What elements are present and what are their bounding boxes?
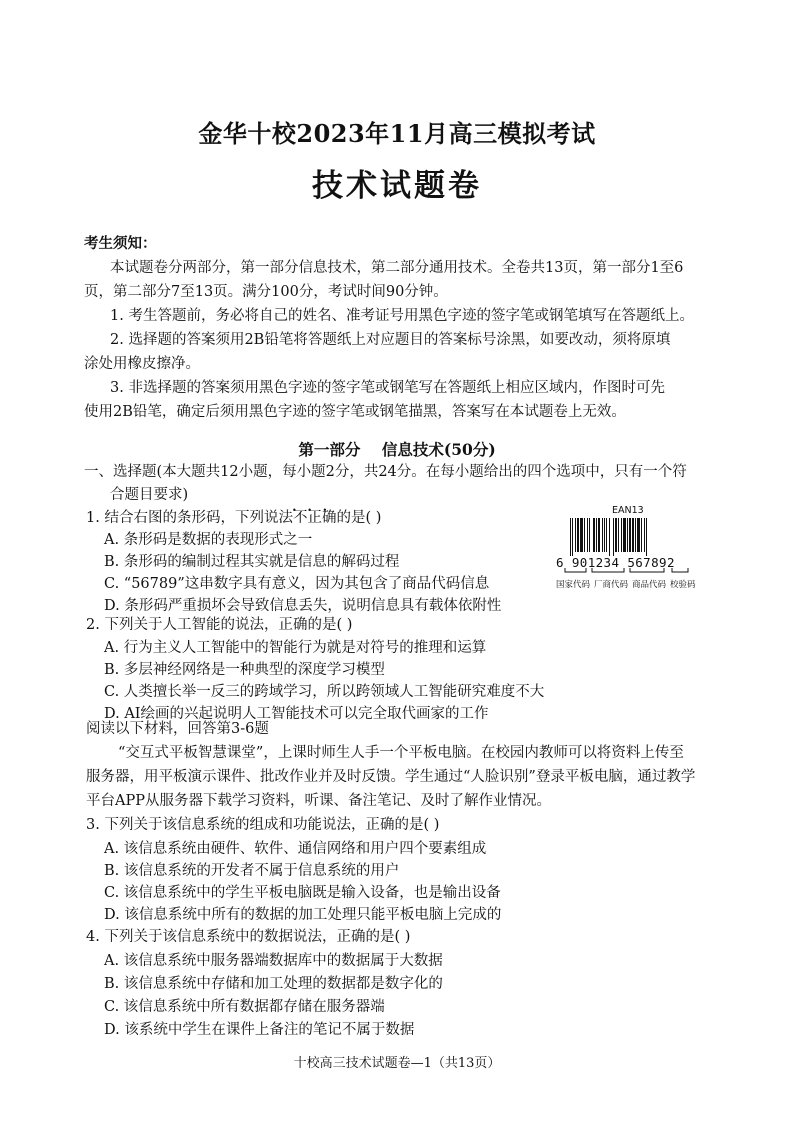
question-1-stem-post: 的是( ): [336, 510, 382, 526]
question-2-stem: 2. 下列关于人工智能的说法，正确的是( ): [86, 617, 353, 633]
barcode-bar: [606, 518, 607, 552]
barcode-bar: [621, 518, 622, 552]
barcode-bar: [587, 518, 588, 552]
material-intro: 阅读以下材料，回答第3-6题: [86, 721, 269, 737]
exam-subtitle: 技术试题卷: [312, 168, 482, 204]
barcode-bar: [623, 518, 626, 552]
question-1-option-b: B. 条形码的编制过程其实就是信息的解码过程: [104, 554, 400, 570]
question-2-option-b: B. 多层神经网络是一种典型的深度学习模型: [104, 662, 385, 678]
material-para-line3: 平台APP从服务器下载学习资料，听课、备注笔记、及时了解作业情况。: [86, 793, 551, 809]
notice-item-2-line1: 2. 选择题的答案须用2B铅笔将答题纸上对应题目的答案标号涂黑，如要改动，须将原填: [110, 332, 671, 348]
notice-item-3-line2: 使用2B铅笔，确定后须用黑色字迹的签字笔或钢笔描黑，答案写在本试题卷上无效。: [84, 404, 626, 420]
question-4-option-a: A. 该信息系统中服务器端数据库中的数据属于大数据: [104, 953, 443, 969]
barcode-bar: [584, 518, 585, 552]
barcode-bar: [627, 518, 628, 552]
question-1-emphasis: 不正确 • • •: [293, 510, 337, 526]
question-1-stem-pre: 1. 结合右图的条形码，下列说法: [86, 510, 293, 526]
barcode-bar: [604, 518, 605, 552]
barcode-bar: [618, 518, 619, 552]
barcode-bar: [637, 518, 640, 552]
question-4-option-c: C. 该信息系统中所有数据都存储在服务器端: [104, 999, 385, 1015]
notice-intro-line2: 页，第二部分7至13页。满分100分，考试时间90分钟。: [84, 284, 448, 300]
question-2-option-c: C. 人类擅长举一反三的跨域学习，所以跨领域人工智能研究难度不大: [104, 684, 545, 700]
question-4-option-b: B. 该信息系统中存储和加工处理的数据都是数字化的: [104, 976, 443, 992]
barcode-digits: 6 901234 567892: [556, 555, 675, 570]
barcode-bar: [644, 518, 645, 552]
material-para-line1: “交互式平板智慧课堂”，上课时师生人手一个平板电脑。在校园内教师可以将资料上传至: [118, 745, 684, 761]
page-footer: 十校高三技术试题卷—1（共13页）: [293, 1056, 501, 1071]
barcode-bar: [609, 518, 610, 556]
question-2-option-d: D. AI绘画的兴起说明人工智能技术可以完全取代画家的工作: [104, 706, 489, 722]
barcode-bar: [632, 518, 634, 552]
question-2-option-a: A. 行为主义人工智能中的智能行为就是对符号的推理和运算: [104, 640, 487, 656]
barcode-bar: [598, 518, 600, 552]
barcode-bar: [596, 518, 597, 552]
question-3-option-c: C. 该信息系统中的学生平板电脑既是输入设备，也是输出设备: [104, 885, 501, 901]
question-1-stem: [86, 509, 381, 527]
barcode-caption-country: 国家代码: [556, 580, 591, 590]
ean13-barcode-figure: [556, 505, 696, 591]
barcode-bar: [570, 518, 571, 556]
barcode-caption-maker: 厂商代码: [594, 580, 629, 590]
barcode-bars: [570, 518, 686, 556]
barcode-caption-product: 商品代码: [632, 580, 667, 590]
barcode-bar: [575, 518, 576, 552]
question-4-stem: 4. 下列关于该信息系统中的数据说法，正确的是( ): [86, 929, 411, 945]
section-instructions-line2: 合题目要求): [110, 487, 189, 503]
part1-heading: 第一部分 信息技术(50分): [298, 440, 496, 459]
barcode-bar: [641, 518, 642, 552]
barcode-bar: [629, 518, 631, 552]
barcode-bar: [572, 518, 573, 556]
notice-intro-line1: 本试题卷分两部分，第一部分信息技术，第二部分通用技术。全卷共13页，第一部分1至6: [110, 260, 684, 276]
barcode-caption-check: 校验码: [670, 580, 696, 590]
material-para-line2: 服务器，用平板演示课件、批改作业并及时反馈。学生通过“人脸识别”登录平板电脑，通过教学: [86, 769, 696, 785]
barcode-type-label: EAN13: [612, 505, 644, 516]
barcode-bar: [589, 518, 590, 552]
notice-item-2-line2: 涂处用橡皮擦净。: [84, 356, 200, 372]
question-1-option-c: C. “56789”这串数字具有意义，因为其包含了商品代码信息: [104, 576, 490, 592]
barcode-bar: [577, 518, 579, 552]
question-3-option-d: D. 该信息系统中所有的数据的加工处理只能平板电脑上完成的: [104, 907, 502, 923]
exam-title: 金华十校2023年11月高三模拟考试: [198, 119, 596, 148]
barcode-group-brackets: [564, 567, 692, 575]
barcode-bar: [580, 518, 583, 552]
question-1-option-d: D. 条形码严重损坏会导致信息丢失，说明信息具有载体依附性: [104, 598, 502, 614]
notice-item-3-line1: 3. 非选择题的答案须用黑色字迹的签字笔或钢笔写在答题纸上相应区域内，作图时可先: [110, 380, 665, 396]
question-4-option-d: D. 该系统中学生在课件上备注的笔记不属于数据: [104, 1022, 415, 1038]
section-instructions-line1: 一、选择题(本大题共12小题，每小题2分，共24分。在每小题给出的四个选项中，只有一个符: [84, 464, 687, 480]
question-3-stem: 3. 下列关于该信息系统的组成和功能说法，正确的是( ): [86, 817, 440, 833]
question-1-option-a: A. 条形码是数据的表现形式之一: [104, 532, 313, 548]
barcode-bar: [593, 518, 595, 552]
barcode-bar: [613, 518, 614, 556]
notice-item-1: 1. 考生答题前，务必将自己的姓名、准考证号用黑色字迹的签字笔或钢笔填写在答题纸上。: [110, 308, 694, 324]
barcode-bar: [646, 518, 647, 556]
barcode-bar: [602, 518, 603, 552]
notice-heading: 考生须知：: [84, 235, 157, 252]
question-3-option-a: A. 该信息系统由硬件、软件、通信网络和用户四个要素组成: [104, 841, 487, 857]
barcode-bar: [615, 518, 617, 552]
barcode-bar: [635, 518, 636, 552]
question-3-option-b: B. 该信息系统的开发者不属于信息系统的用户: [104, 863, 400, 879]
